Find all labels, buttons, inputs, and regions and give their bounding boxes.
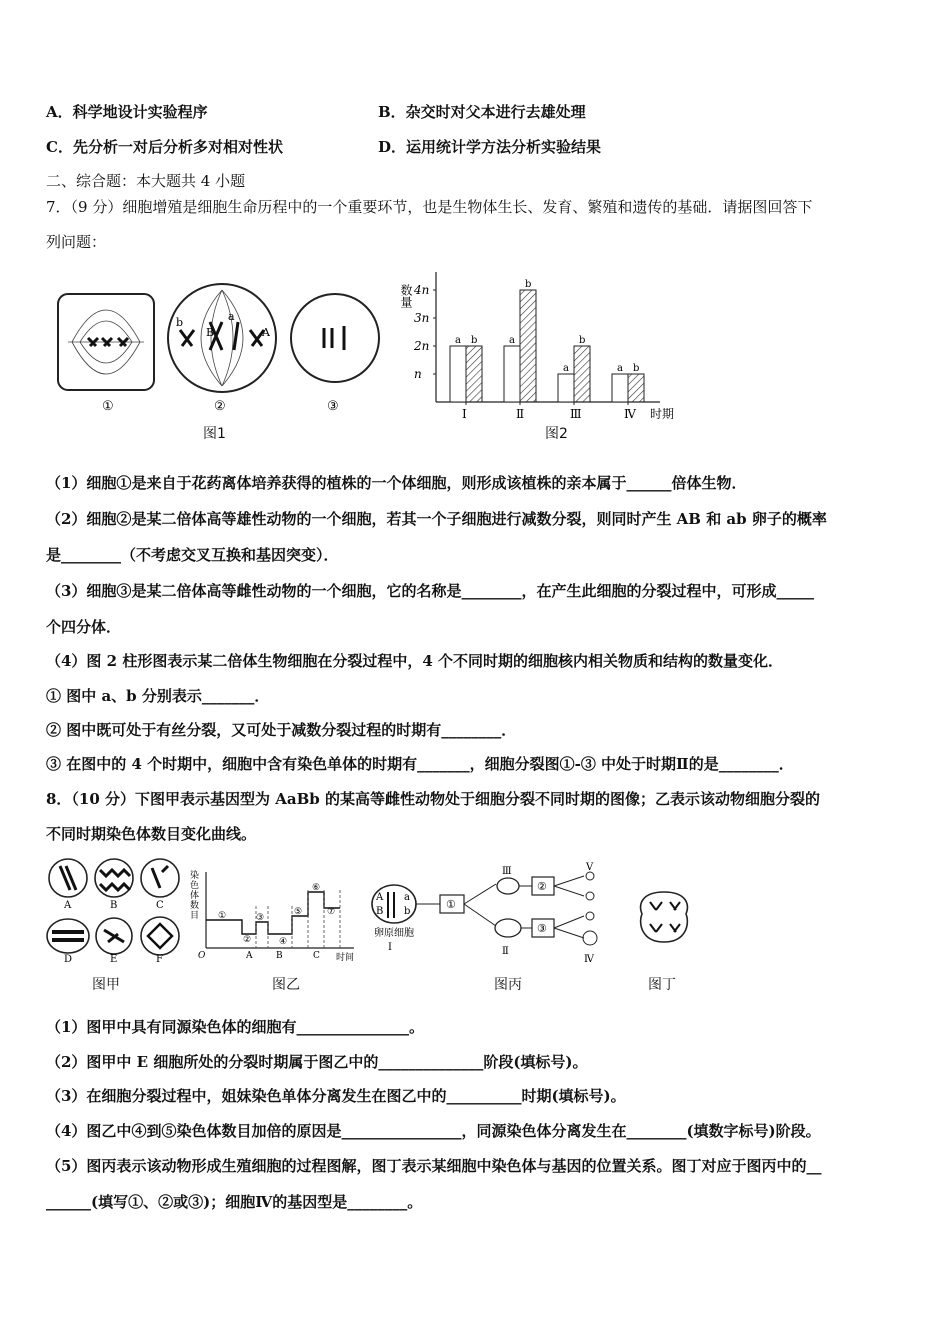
yi-xlabel: 时间 bbox=[336, 953, 355, 963]
fig2-bar-label-a-1: a bbox=[455, 335, 461, 346]
q8-part2: （2）图甲中 E 细胞所处的分裂时期属于图乙中的______________阶段(填标号)。 bbox=[46, 1053, 588, 1071]
yi-phase-a: A bbox=[246, 951, 253, 961]
yi-ylabel bbox=[190, 869, 199, 921]
jia-label-a: A bbox=[64, 900, 72, 911]
yi-dividers bbox=[256, 890, 340, 948]
jia-cell-f bbox=[141, 917, 179, 955]
fig2-bar-a-4 bbox=[612, 374, 628, 402]
q8-part5-line2: ______(填写①、②或③)；细胞Ⅳ的基因型是________。 bbox=[46, 1193, 423, 1211]
fig2-bar-a-2 bbox=[504, 346, 520, 402]
bing-label-i: Ⅰ bbox=[388, 942, 392, 953]
bing-oocyte-label: 卵原细胞 bbox=[374, 928, 414, 939]
fig2-bar-a-3 bbox=[558, 374, 574, 402]
fig2-bar-label-b-2: b bbox=[525, 279, 532, 290]
q8-part1: （1）图甲中具有同源染色体的细胞有_______________。 bbox=[46, 1018, 424, 1036]
jia-label-b: B bbox=[110, 900, 118, 911]
yi-stage-2: ② bbox=[243, 935, 252, 945]
yi-stage-1: ① bbox=[218, 911, 227, 921]
fig2-category-1: Ⅰ bbox=[462, 407, 467, 421]
q8-part3: （3）在细胞分裂过程中，姐妹染色单体分离发生在图乙中的__________时期(填标号)。 bbox=[46, 1087, 626, 1105]
fig1-label-1: ① bbox=[102, 399, 114, 414]
fig2-category-4: Ⅳ bbox=[624, 407, 636, 421]
yi-phase-b: B bbox=[276, 951, 283, 961]
svg-text:A: A bbox=[262, 326, 270, 339]
fig1-cell1 bbox=[58, 294, 154, 390]
jia-cell-a bbox=[49, 859, 87, 897]
svg-text:②: ② bbox=[537, 880, 547, 893]
svg-text:Ⅴ: Ⅴ bbox=[586, 862, 594, 873]
yi-origin: O bbox=[198, 951, 206, 961]
option-d: D．运用统计学方法分析实验结果 bbox=[378, 138, 602, 156]
option-b: B．杂交时对父本进行去雄处理 bbox=[378, 103, 586, 121]
q7-part1: （1）细胞①是来自于花药离体培养获得的植株的一个体细胞，则形成该植株的亲本属于______倍体生物． bbox=[46, 474, 747, 492]
yi-stage-7: ⑦ bbox=[327, 907, 336, 917]
jia-label-f: F bbox=[156, 954, 163, 964]
jia-label-c: C bbox=[156, 900, 164, 911]
q7-part3-line2: 个四分体． bbox=[46, 618, 122, 636]
svg-text:b: b bbox=[176, 316, 184, 329]
bing-cell-ii bbox=[495, 919, 521, 937]
fig2-bar-label-b-4: b bbox=[633, 363, 640, 374]
q8-figure-bing bbox=[366, 862, 626, 982]
svg-text:③: ③ bbox=[537, 922, 547, 935]
fig2-ylabel: 数量 bbox=[399, 284, 413, 308]
fig2-caption: 图2 bbox=[545, 426, 568, 442]
fig2-bar-a-1 bbox=[450, 346, 466, 402]
fig2-xlabel: 时期 bbox=[650, 407, 675, 421]
bing-cell-iii bbox=[497, 878, 519, 894]
fig-yi-caption: 图乙 bbox=[272, 977, 300, 993]
option-a: A．科学地设计实验程序 bbox=[46, 103, 208, 121]
q8-part5-line1: （5）图丙表示该动物形成生殖细胞的过程图解，图丁表示某细胞中染色体与基因的位置关系。图丁对应于图丙中的__ bbox=[46, 1157, 822, 1175]
section-heading: 二、综合题：本大题共 4 小题 bbox=[46, 172, 246, 190]
fig2-bar-label-a-2: a bbox=[509, 335, 515, 346]
svg-text:Ⅲ: Ⅲ bbox=[502, 866, 512, 877]
svg-text:染: 染 bbox=[190, 871, 200, 881]
jia-label-e: E bbox=[110, 954, 118, 964]
fig2-ytick-label-3: 3n bbox=[414, 311, 430, 325]
fig2-bar-label-a-4: a bbox=[617, 363, 623, 374]
q8-figure-yi bbox=[186, 866, 366, 966]
svg-text:B: B bbox=[206, 326, 215, 339]
q7-stem-line1: 7．（9 分）细胞增殖是细胞生命历程中的一个重要环节，也是生物体生长、发育、繁殖和遗传的基础．请据图回答下 bbox=[46, 198, 813, 216]
svg-text:b: b bbox=[404, 906, 411, 917]
fig-jia-caption: 图甲 bbox=[92, 977, 120, 993]
fig2-bar-label-a-3: a bbox=[563, 363, 569, 374]
jia-cell-c bbox=[141, 859, 179, 897]
q7-part3-line1: （3）细胞③是某二倍体高等雌性动物的一个细胞，它的名称是________，在产生此细胞的分裂过程中，可形成_____ bbox=[46, 582, 814, 600]
svg-text:Ⅳ: Ⅳ bbox=[584, 954, 594, 965]
svg-text:①: ① bbox=[446, 898, 456, 911]
fig1-cell3 bbox=[291, 294, 379, 382]
fig2-bar-label-b-1: b bbox=[471, 335, 478, 346]
svg-text:色: 色 bbox=[190, 881, 200, 891]
q7-part4-2: ② 图中既可处于有丝分裂，又可处于减数分裂过程的时期有________． bbox=[46, 721, 517, 739]
svg-text:a: a bbox=[228, 310, 235, 323]
fig2-ytick-label-2: 2n bbox=[414, 339, 430, 353]
yi-phase-c: C bbox=[313, 951, 320, 961]
fig2-bar-b-3 bbox=[574, 346, 590, 402]
svg-text:数: 数 bbox=[190, 901, 200, 911]
yi-stage-6: ⑥ bbox=[312, 883, 321, 893]
fig2-bar-b-4 bbox=[628, 374, 644, 402]
fig2-ytick-label-1: n bbox=[414, 367, 422, 381]
svg-text:目: 目 bbox=[190, 911, 200, 921]
fig2-category-3: Ⅲ bbox=[570, 407, 582, 421]
fig2-bar-b-2 bbox=[520, 290, 536, 402]
svg-text:a: a bbox=[404, 892, 410, 903]
fig1-caption: 图1 bbox=[203, 426, 226, 442]
jia-cell-b bbox=[95, 859, 133, 897]
jia-cell-d bbox=[47, 919, 89, 953]
yi-stage-3: ③ bbox=[256, 913, 265, 923]
svg-text:B: B bbox=[376, 906, 384, 917]
yi-stage-4: ④ bbox=[279, 937, 288, 947]
fig2-bar-b-1 bbox=[466, 346, 482, 402]
q7-part4-1: ① 图中 a、b 分别表示_______． bbox=[46, 687, 270, 705]
q8-figure-jia bbox=[44, 856, 184, 964]
q7-figure1 bbox=[50, 280, 390, 440]
option-c: C．先分析一对后分析多对相对性状 bbox=[46, 138, 283, 156]
q7-stem-line2: 列问题： bbox=[46, 233, 107, 251]
q8-figure-ding bbox=[634, 888, 694, 948]
fig2-ytick-label-4: 4n bbox=[414, 283, 430, 297]
fig2-bar-label-b-3: b bbox=[579, 335, 586, 346]
q7-part4-3: ③ 在图中的 4 个时期中，细胞中含有染色单体的时期有_______，细胞分裂图①-③ 中处于时期Ⅱ的是________． bbox=[46, 755, 794, 773]
fig-ding-caption: 图丁 bbox=[648, 977, 676, 993]
yi-stage-5: ⑤ bbox=[294, 907, 303, 917]
svg-text:Ⅱ: Ⅱ bbox=[502, 946, 509, 957]
q8-stem-line1: 8．（10 分）下图甲表示基因型为 AaBb 的某高等雌性动物处于细胞分裂不同时期的图像；乙表示该动物细胞分裂的 bbox=[46, 790, 821, 808]
fig1-label-3: ③ bbox=[327, 399, 339, 414]
fig2-category-2: Ⅱ bbox=[516, 407, 525, 421]
fig-bing-caption: 图丙 bbox=[494, 977, 522, 993]
q8-part4: （4）图乙中④到⑤染色体数目加倍的原因是________________，同源染色体分离发生在________(填数字标号)阶段。 bbox=[46, 1122, 821, 1140]
fig1-label-2: ② bbox=[214, 399, 226, 414]
yi-curve bbox=[206, 892, 340, 934]
jia-cell-e bbox=[96, 918, 132, 954]
q7-figure2-chart bbox=[398, 268, 698, 428]
jia-label-d: D bbox=[64, 954, 73, 964]
svg-text:A: A bbox=[376, 892, 384, 903]
q7-part2-line2: 是________（不考虑交叉互换和基因突变）． bbox=[46, 546, 339, 564]
q7-part4: （4）图 2 柱形图表示某二倍体生物细胞在分裂过程中，4 个不同时期的细胞核内相关物质和结构的数量变化． bbox=[46, 652, 783, 670]
svg-text:体: 体 bbox=[190, 891, 200, 901]
q8-stem-line2: 不同时期染色体数目变化曲线。 bbox=[46, 825, 257, 843]
q7-part2-line1: （2）细胞②是某二倍体高等雄性动物的一个细胞，若其一个子细胞进行减数分裂，则同时产生 AB 和 ab 卵子的概率 bbox=[46, 510, 827, 528]
fig1-cell2 bbox=[168, 284, 276, 392]
